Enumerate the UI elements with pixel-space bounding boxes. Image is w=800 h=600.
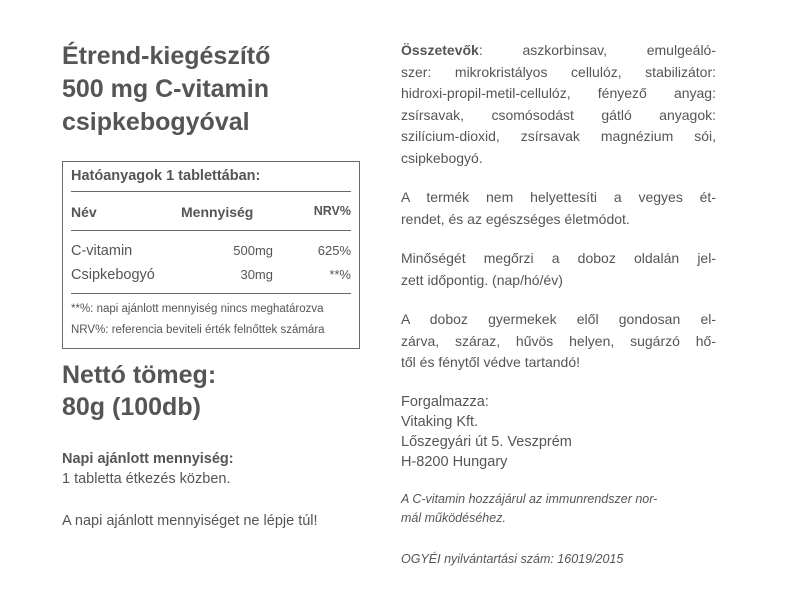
ingredients-label: Összetevők [401,42,479,58]
distributor-block [401,392,716,472]
title-line-3: csipkebogyóval [62,108,250,136]
ingredients-paragraph [401,40,716,169]
daily-dose-text: 1 tabletta étkezés közben. [62,471,231,487]
distributor-country: H-8200 Hungary [401,453,508,470]
column-name: Név [71,204,97,220]
ingredient-name: Csipkebogyó [71,267,155,283]
dose-warning: A napi ajánlott mennyiséget ne lépje túl! [62,513,318,529]
diet-line-1: A termék nem helyettesíti a vegyes ét- [401,189,716,205]
net-weight [62,359,372,423]
ingredients-line-3: hidroxi-propil-metil-cellulóz, fényező anyag: [401,85,716,101]
ingredient-quantity: 30mg [240,267,273,282]
distributor-company: Vitaking Kft. [401,413,479,430]
daily-dose-title: Napi ajánlott mennyiség: [62,451,234,467]
storage-line-3: től és fénytől védve tartandó! [401,354,580,370]
title-line-1: Étrend-kiegészítő [62,42,271,70]
right-column [401,40,716,566]
nutrition-footnotes [71,294,351,341]
ingredient-nrv: 625% [317,243,351,258]
table-row [71,263,351,287]
ingredients-line-1: : aszkorbinsav, emulgeáló- [478,42,716,58]
footnote-nrv-definition: NRV%: referencia beviteli érték felnőttek számára [71,324,325,336]
net-weight-value: 80g (100db) [62,393,201,421]
quality-line-2: zett időpontig. (nap/hó/év) [401,271,563,288]
ingredients-line-6: csipkebogyó. [401,149,483,166]
nutrition-rows [71,231,351,294]
health-claim-line-2: mál működéséhez. [401,510,506,525]
storage-line-1: A doboz gyermekek elől gondosan el- [401,311,716,327]
column-quantity: Mennyiség [181,204,254,220]
quality-paragraph [401,248,716,291]
health-claim [401,490,716,528]
table-row [71,239,351,263]
diet-line-2: rendet, és az egészséges életmódot. [401,210,630,227]
net-weight-label: Nettó tömeg: [62,361,217,389]
distributor-label: Forgalmazza: [401,393,489,410]
quality-line-1: Minőségét megőrzi a doboz oldalán jel- [401,250,716,266]
ingredients-line-4: zsírsavak, csomósodást gátló anyagok: [401,106,716,123]
footnote-nrv-undefined: **%: napi ajánlott mennyiség nincs meghatározva [71,303,324,315]
storage-line-2: zárva, száraz, hűvös helyen, sugárzó hő- [401,332,716,349]
storage-paragraph [401,309,716,374]
nutrition-column-headers [71,192,351,231]
distributor-address: Lőszegyári út 5. Veszprém [401,433,572,450]
health-claim-line-1: A C-vitamin hozzájárul az immunrendszer nor- [401,491,658,506]
registration-number: OGYÉI nyilvántartási szám: 16019/2015 [401,551,624,566]
column-nrv: NRV% [313,204,351,218]
nutrition-heading: Hatóanyagok 1 tablettában: [71,168,351,192]
product-title [62,40,372,139]
left-column [62,40,372,531]
diet-paragraph [401,187,716,230]
ingredient-quantity: 500mg [233,243,273,258]
ingredients-line-2: szer: mikrokristályos cellulóz, stabilizátor: [401,63,716,80]
nutrition-table [62,161,360,349]
ingredients-line-5: szilícium-dioxid, zsírsavak magnézium sói, [401,128,716,144]
title-line-2: 500 mg C-vitamin [62,75,270,103]
ingredient-name: C-vitamin [71,243,133,259]
ingredient-nrv: **% [329,267,351,282]
